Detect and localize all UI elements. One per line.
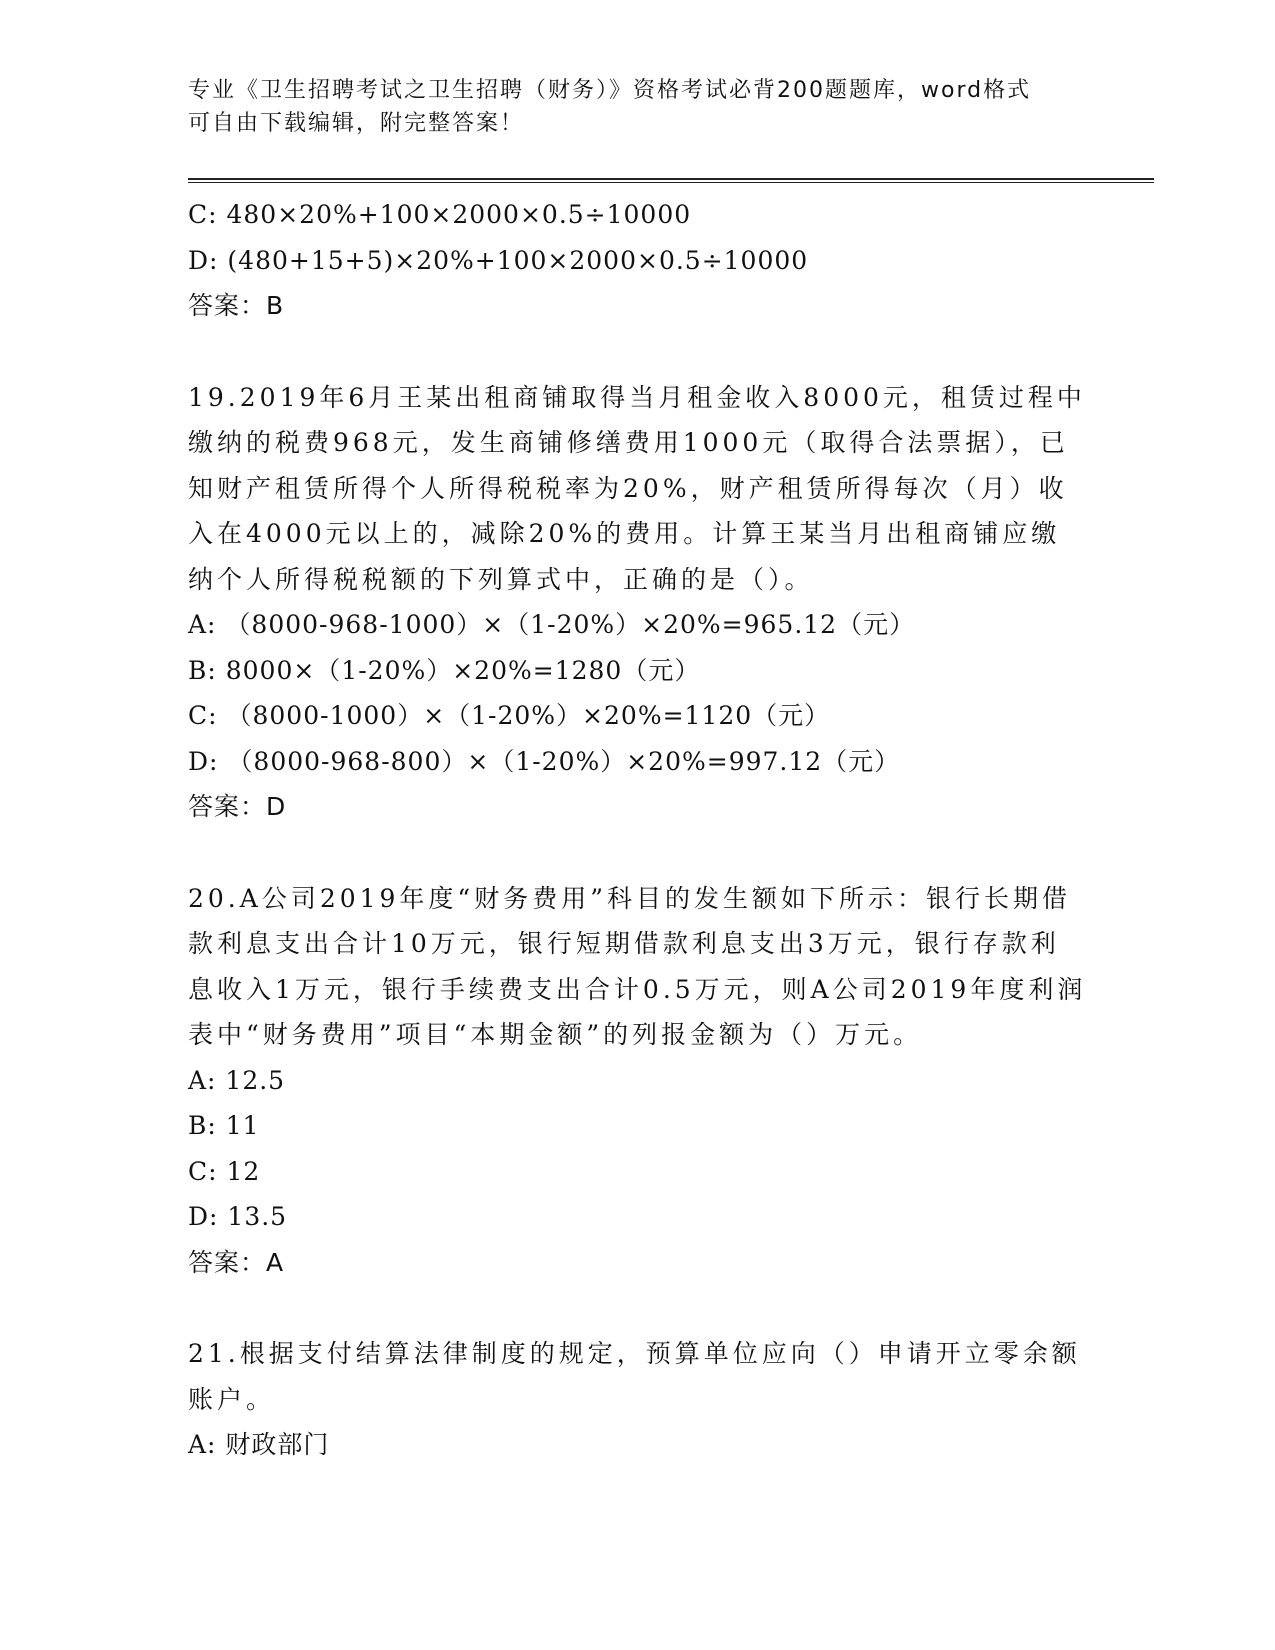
header-title-line-2: 可自由下载编辑，附完整答案！: [188, 111, 525, 136]
option-d: D: 13.5: [188, 1202, 288, 1231]
answer: 答案：A: [188, 1247, 285, 1277]
option-a: A: （8000-968-1000）×（1-20%）×20%=965.12（元）: [188, 610, 916, 639]
answer: 答案：D: [188, 792, 287, 821]
header-title-line-1: 专业《卫生招聘考试之卫生招聘（财务）》资格考试必背200题题库，word格式: [188, 78, 1032, 103]
spacer: [188, 830, 1088, 876]
option-d: D: （8000-968-800）×（1-20%）×20%=997.12（元）: [188, 746, 901, 776]
option-a: A: 12.5: [188, 1065, 286, 1095]
question-list: [188, 192, 1088, 1468]
option-b: B: 11: [188, 1111, 260, 1140]
question-stem: 19.2019年6月王某出租商铺取得当月租金收入8000元，租赁过程中缴纳的税费968元，发生商铺修缮费用1000元（取得合法票据），已知财产租赁所得个人所得税税率为20%，财产租赁所得每次（月）收入在4000元以上的，减除20%的费用。计算王某当月出租商铺应缴纳个人所得税税额的下列算式中，正确的是（）。: [188, 382, 1086, 594]
question-21: [188, 1331, 1088, 1468]
spacer: [188, 329, 1088, 375]
header-divider: [188, 178, 1154, 183]
question-19: [188, 375, 1088, 830]
question-stem: 20.A公司2019年度“财务费用”科目的发生额如下所示：银行长期借款利息支出合计10万元，银行短期借款利息支出3万元，银行存款利息收入1万元，银行手续费支出合计0.5万元，则A公司2019年度利润表中“财务费用”项目“本期金额”的列报金额为（）万元。: [188, 883, 1087, 1049]
question-18: [188, 192, 1088, 329]
option-c: C: 480×20%+100×2000×0.5÷10000: [188, 200, 692, 229]
document-header: [188, 74, 1088, 140]
question-20: [188, 876, 1088, 1286]
option-c: C: 12: [188, 1156, 261, 1186]
option-c: C: （8000-1000）×（1-20%）×20%=1120（元）: [188, 701, 831, 730]
spacer: [188, 1285, 1088, 1331]
option-b: B: 8000×（1-20%）×20%=1280（元）: [188, 655, 701, 685]
option-a: A: 财政部门: [188, 1430, 330, 1459]
question-stem: 21.根据支付结算法律制度的规定，预算单位应向（）申请开立零余额账户。: [188, 1339, 1081, 1414]
answer: 答案：B: [188, 291, 285, 320]
option-d: D: (480+15+5)×20%+100×2000×0.5÷10000: [188, 245, 809, 275]
